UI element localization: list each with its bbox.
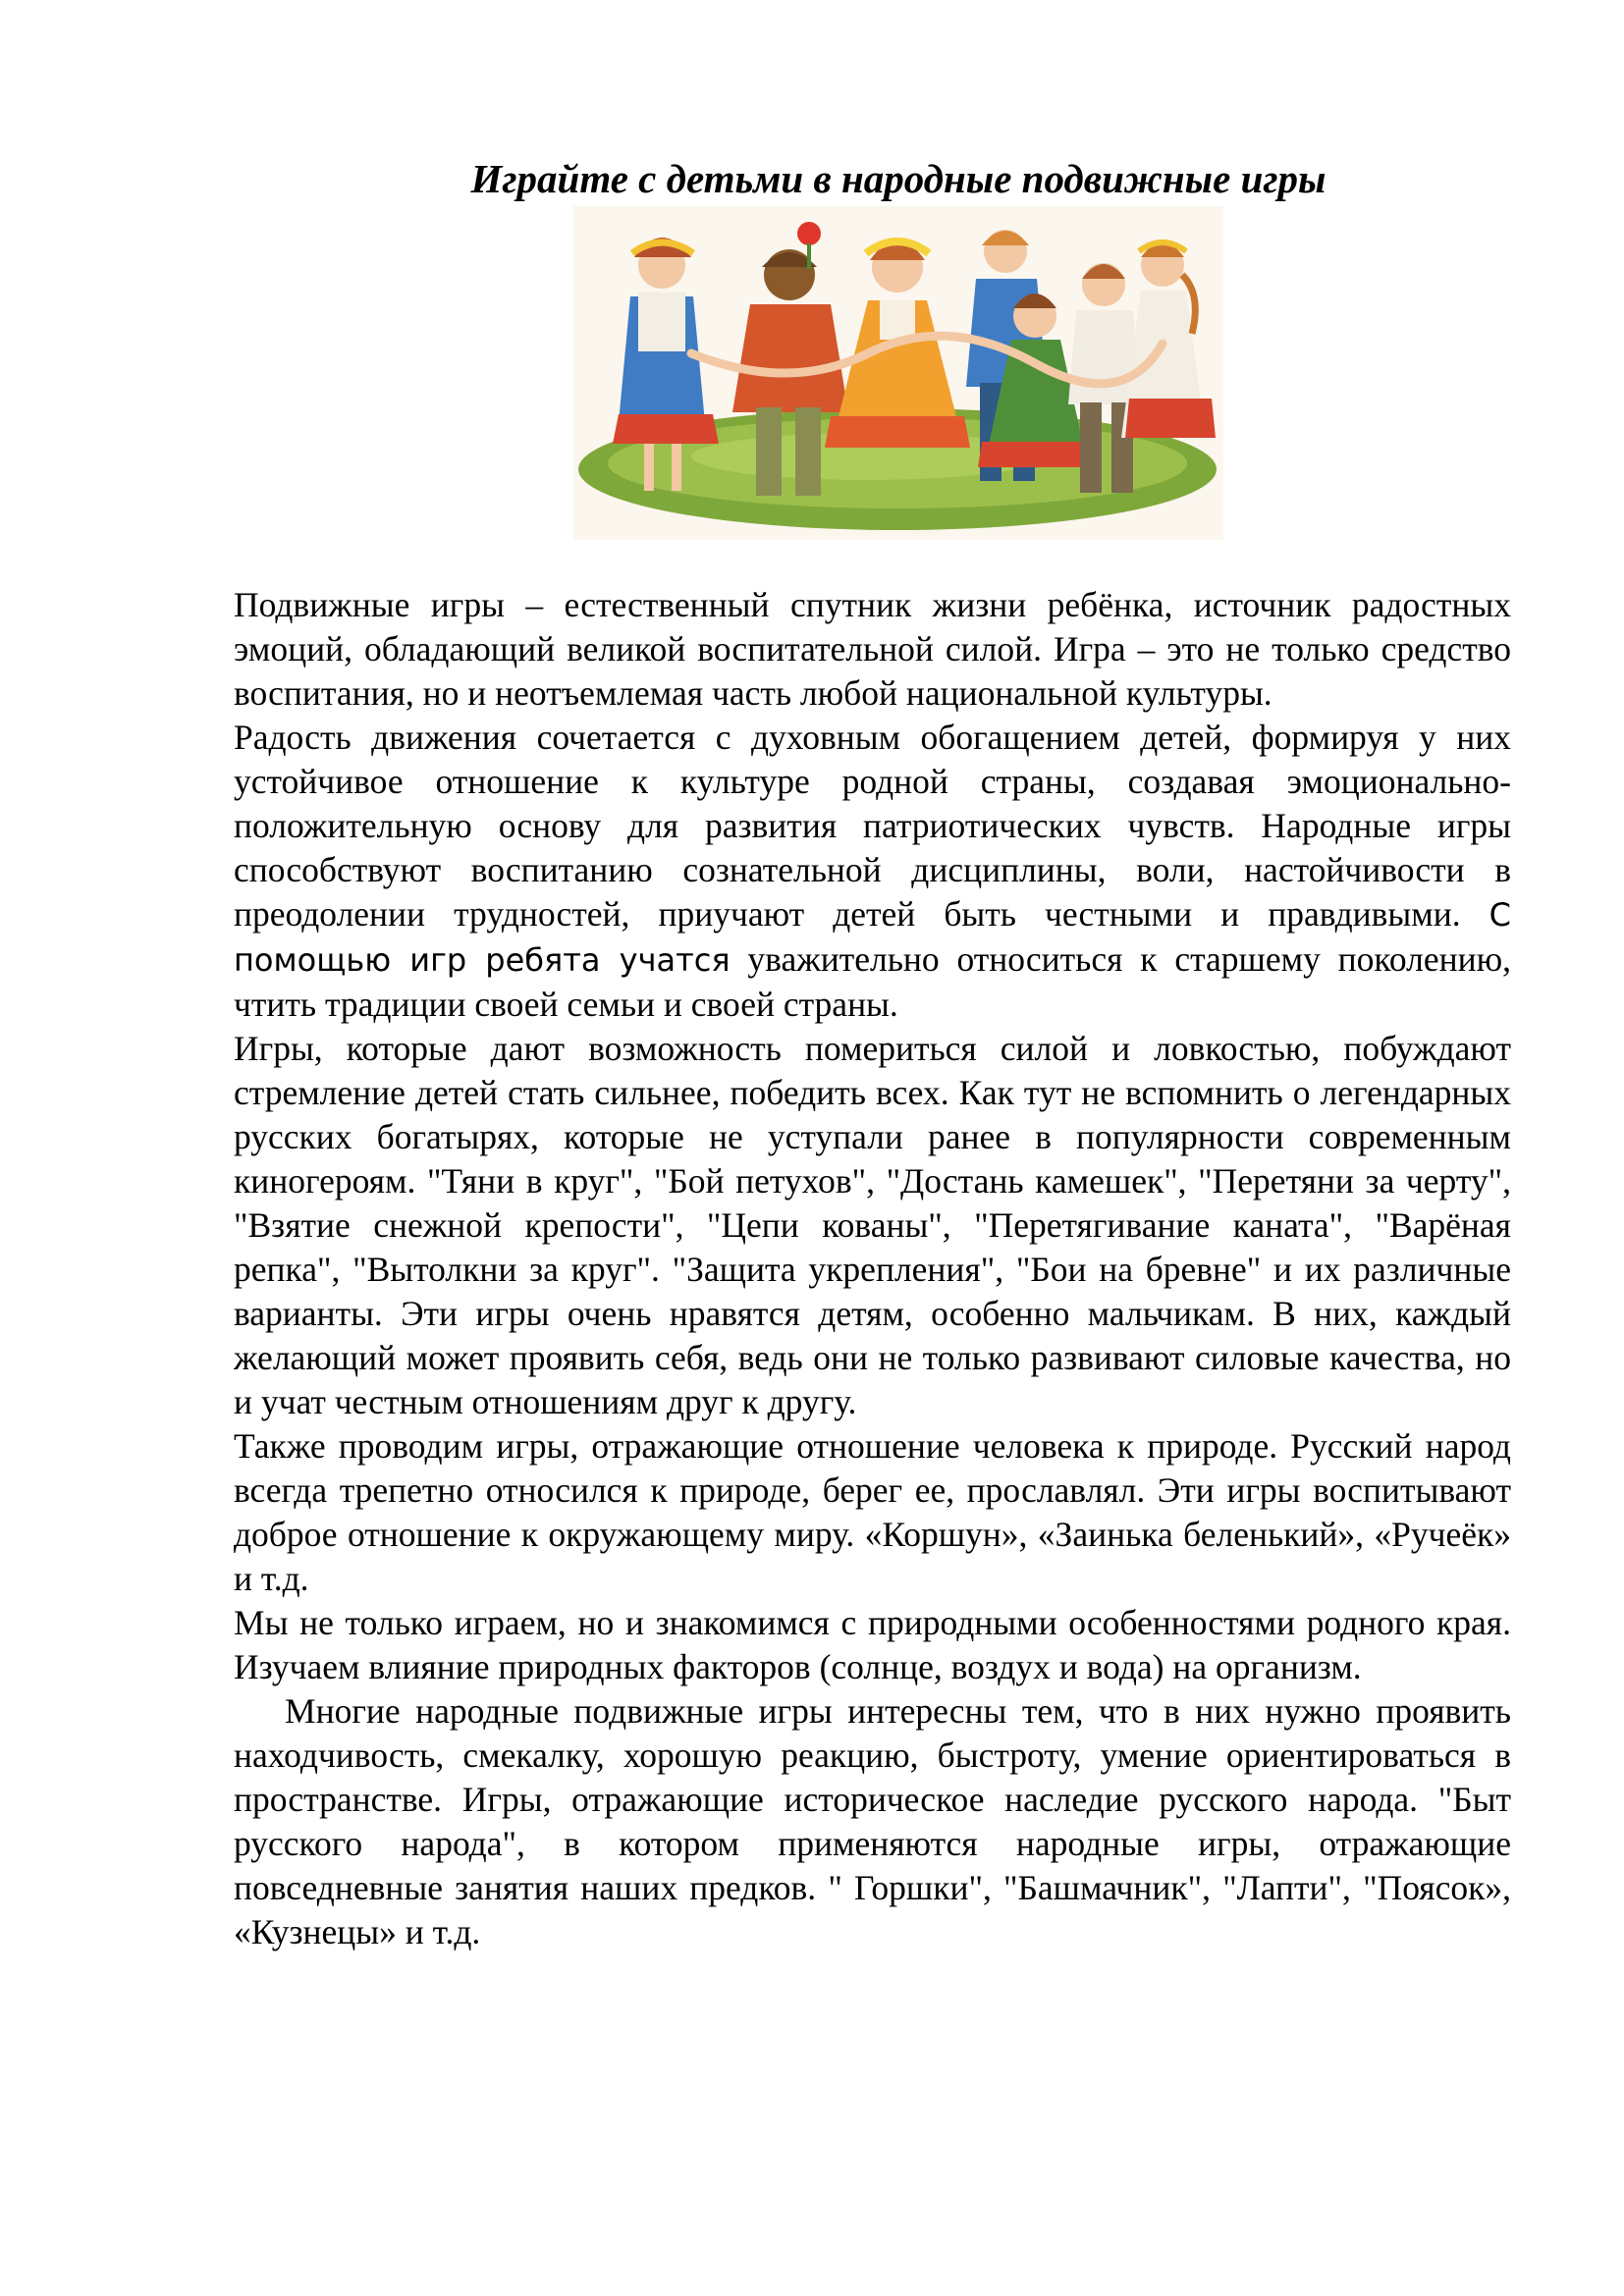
children-round-dance-illustration [573,206,1223,540]
paragraph: Игры, которые дают возможность помериться силой и ловкостью, побуждают стремление детей стать сильнее, победить всех. Как тут не вспомнить о легендарных русских богатырях, которые не уступали ранее в популярности современным киногероям. "Тяни в круг", "Бой петухов", "Достань камешек", "Перетяни за черту", "Взятие снежной крепости", "Цепи кованы", "Перетягивание каната", "Варёная репка", "Вытолкни за круг". "Защита укрепления", "Бои на бревне" и их различные варианты. Эти игры очень нравятся детям, особенно мальчикам. В них, каждый желающий может проявить себя, ведь они не только развивают силовые качества, но и учат честным отношениям друг к другу. [234,1029,1511,1421]
paragraph [234,716,1511,1027]
paragraph: Мы не только играем, но и знакомимся с природными особенностями родного края. Изучаем влияние природных факторов (солнце, воздух и вода) на организм. [234,1603,1511,1686]
paragraph-text: Радость движения сочетается с духовным обогащением детей, формируя у них устойчивое отношение к культуре родной страны, создавая эмоционально-положительную основу для развития патриотических чувств. Народные игры способствуют воспитанию сознательной дисциплины, воли, настойчивости в преодолении трудностей, приучают детей быть честными и правдивыми. [234,718,1511,934]
article-body [234,583,1511,1954]
paragraph-text: уважительно относиться к старшему поколению, чтить традиции своей семьи и своей страны. [234,939,1512,1024]
paragraph: Многие народные подвижные игры интересны тем, что в них нужно проявить находчивость, смекалку, хорошую реакцию, быстроту, умение ориентироваться в пространстве. Игры, отражающие историческое наследие русского народа. "Быт русского народа", в котором применяются народные игры, отражающие повседневные занятия наших предков. " Горшки", "Башмачник", "Лапти", "Поясок», «Кузнецы» и т.д. [234,1691,1511,1951]
paragraph: Также проводим игры, отражающие отношение человека к природе. Русский народ всегда трепетно относился к природе, берег ее, прославлял. Эти игры воспитывают доброе отношение к окружающему миру. «Коршун», «Заинька беленький», «Ручеёк» и т.д. [234,1426,1511,1598]
page-title: Играйте с детьми в народные подвижные игры [470,156,1326,201]
paragraph-text-sans: С помощью игр ребята учатся [234,896,1512,979]
paragraph: Подвижные игры – естественный спутник жизни ребёнка, источник радостных эмоций, обладающий великой воспитательной силой. Игра – это не только средство воспитания, но и неотъемлемая часть любой национальной культуры. [234,585,1511,713]
